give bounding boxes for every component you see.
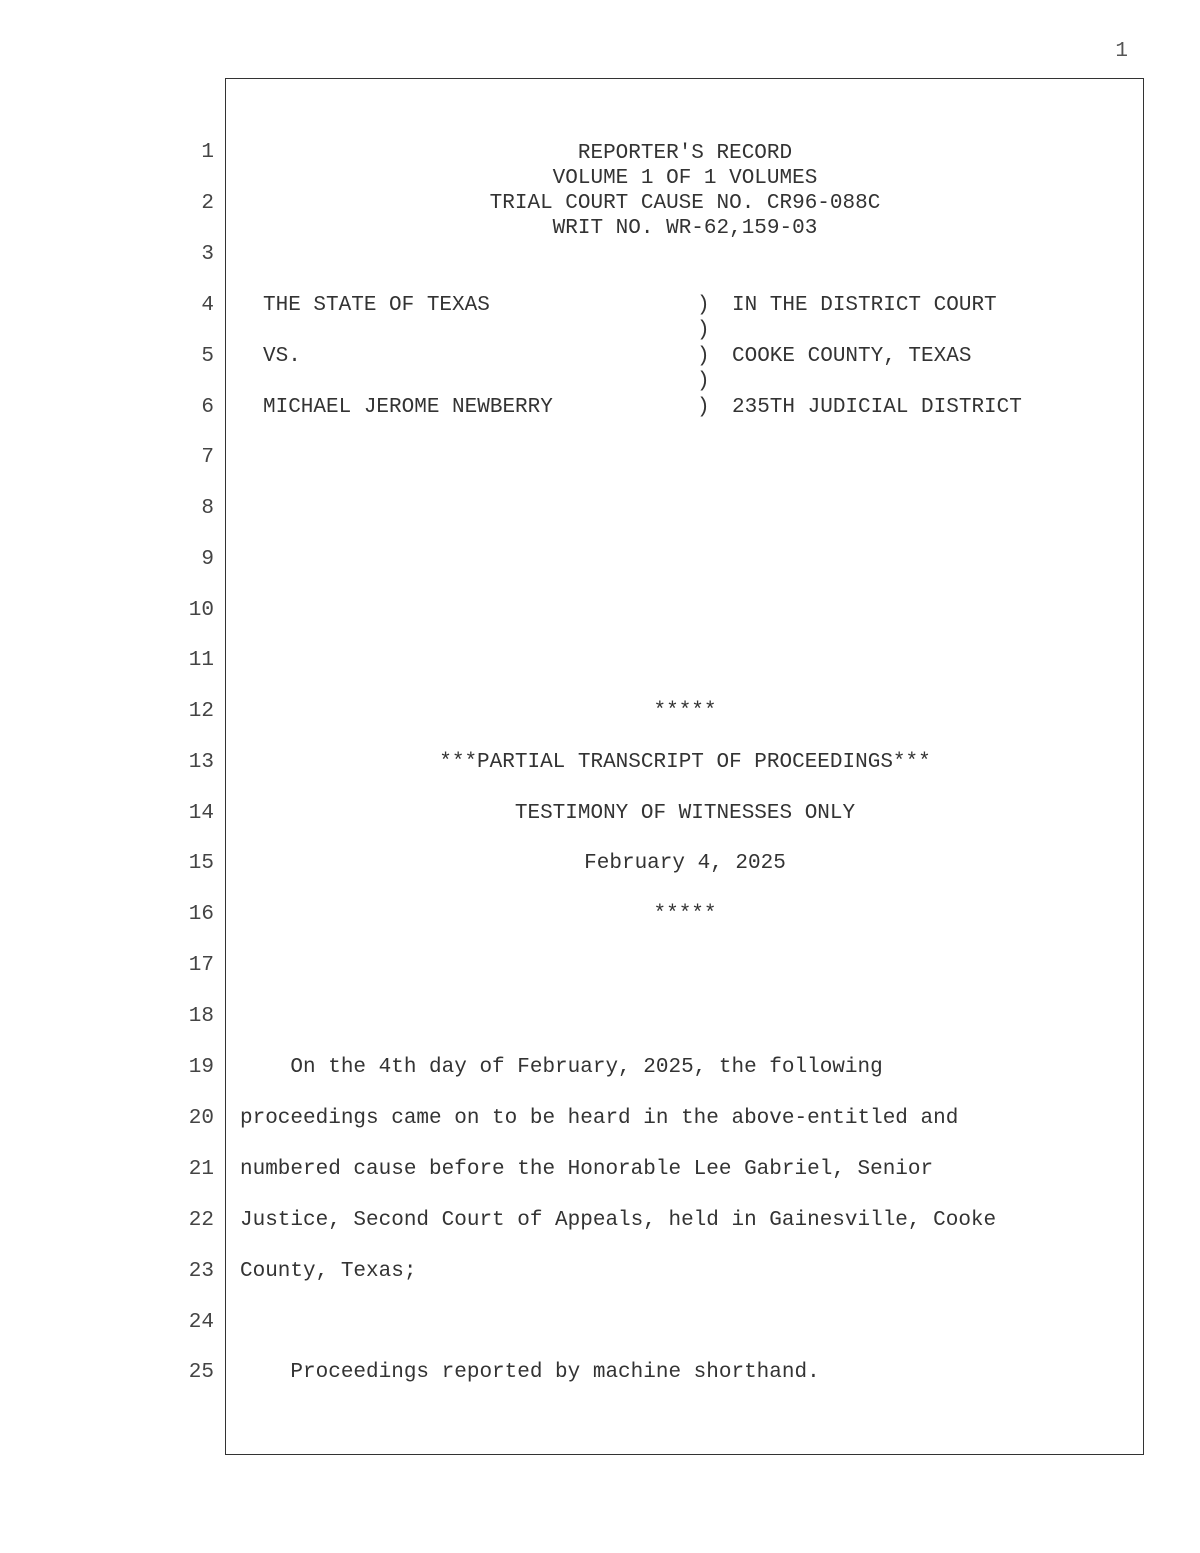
line-number: 15	[188, 852, 214, 875]
line-number: 13	[188, 751, 214, 774]
caption-district: 235TH JUDICIAL DISTRICT	[732, 396, 1022, 419]
caption-party-state: THE STATE OF TEXAS	[263, 294, 490, 317]
line-number: 16	[188, 903, 214, 926]
writ-number: WRIT NO. WR-62,159-03	[552, 217, 818, 240]
line-number: 14	[188, 802, 214, 825]
paragraph-line-20: proceedings came on to be heard in the above-entitled and	[240, 1107, 959, 1130]
line-number: 5	[201, 345, 214, 368]
line-number: 1	[201, 141, 214, 164]
caption-paren: )	[697, 319, 710, 342]
line-number: 25	[188, 1361, 214, 1384]
proceedings-date: February 4, 2025	[584, 852, 786, 875]
line-number: 7	[201, 446, 214, 469]
caption-vs: VS.	[263, 345, 301, 368]
line-number: 4	[201, 294, 214, 317]
line-number: 8	[201, 497, 214, 520]
testimony-subtitle: TESTIMONY OF WITNESSES ONLY	[514, 802, 856, 825]
caption-defendant: MICHAEL JEROME NEWBERRY	[263, 396, 553, 419]
paragraph-line-19: On the 4th day of February, 2025, the following	[240, 1056, 883, 1079]
line-number: 2	[201, 192, 214, 215]
paragraph-line-21: numbered cause before the Honorable Lee Gabriel, Senior	[240, 1158, 934, 1181]
line-number: 6	[201, 396, 214, 419]
line-number: 20	[188, 1107, 214, 1130]
stars-bottom: *****	[653, 903, 717, 926]
line-number: 22	[188, 1209, 214, 1232]
caption-paren: )	[697, 294, 710, 317]
caption-paren: )	[697, 396, 710, 419]
line-number: 9	[201, 548, 214, 571]
paragraph-line-22: Justice, Second Court of Appeals, held in Gainesville, Cooke	[240, 1209, 997, 1232]
stars-top: *****	[653, 700, 717, 723]
page-number: 1	[1115, 40, 1128, 63]
caption-court: IN THE DISTRICT COURT	[732, 294, 997, 317]
line-number: 19	[188, 1056, 214, 1079]
caption-paren: )	[697, 370, 710, 393]
line-number: 23	[188, 1260, 214, 1283]
line-number: 10	[188, 599, 214, 622]
line-number: 3	[201, 243, 214, 266]
line-number: 24	[188, 1311, 214, 1334]
caption-paren: )	[697, 345, 710, 368]
line-number: 18	[188, 1005, 214, 1028]
line-number: 21	[188, 1158, 214, 1181]
proceedings-title: ***PARTIAL TRANSCRIPT OF PROCEEDINGS***	[439, 751, 931, 774]
line-number: 12	[188, 700, 214, 723]
shorthand-note: Proceedings reported by machine shorthand.	[240, 1361, 820, 1384]
line-number: 11	[188, 649, 214, 672]
caption-county: COOKE COUNTY, TEXAS	[732, 345, 972, 368]
record-title: REPORTER'S RECORD	[577, 142, 793, 165]
volume-line: VOLUME 1 OF 1 VOLUMES	[552, 167, 818, 190]
cause-number: TRIAL COURT CAUSE NO. CR96-088C	[489, 192, 881, 215]
paragraph-line-23: County, Texas;	[240, 1260, 417, 1283]
line-number: 17	[188, 954, 214, 977]
